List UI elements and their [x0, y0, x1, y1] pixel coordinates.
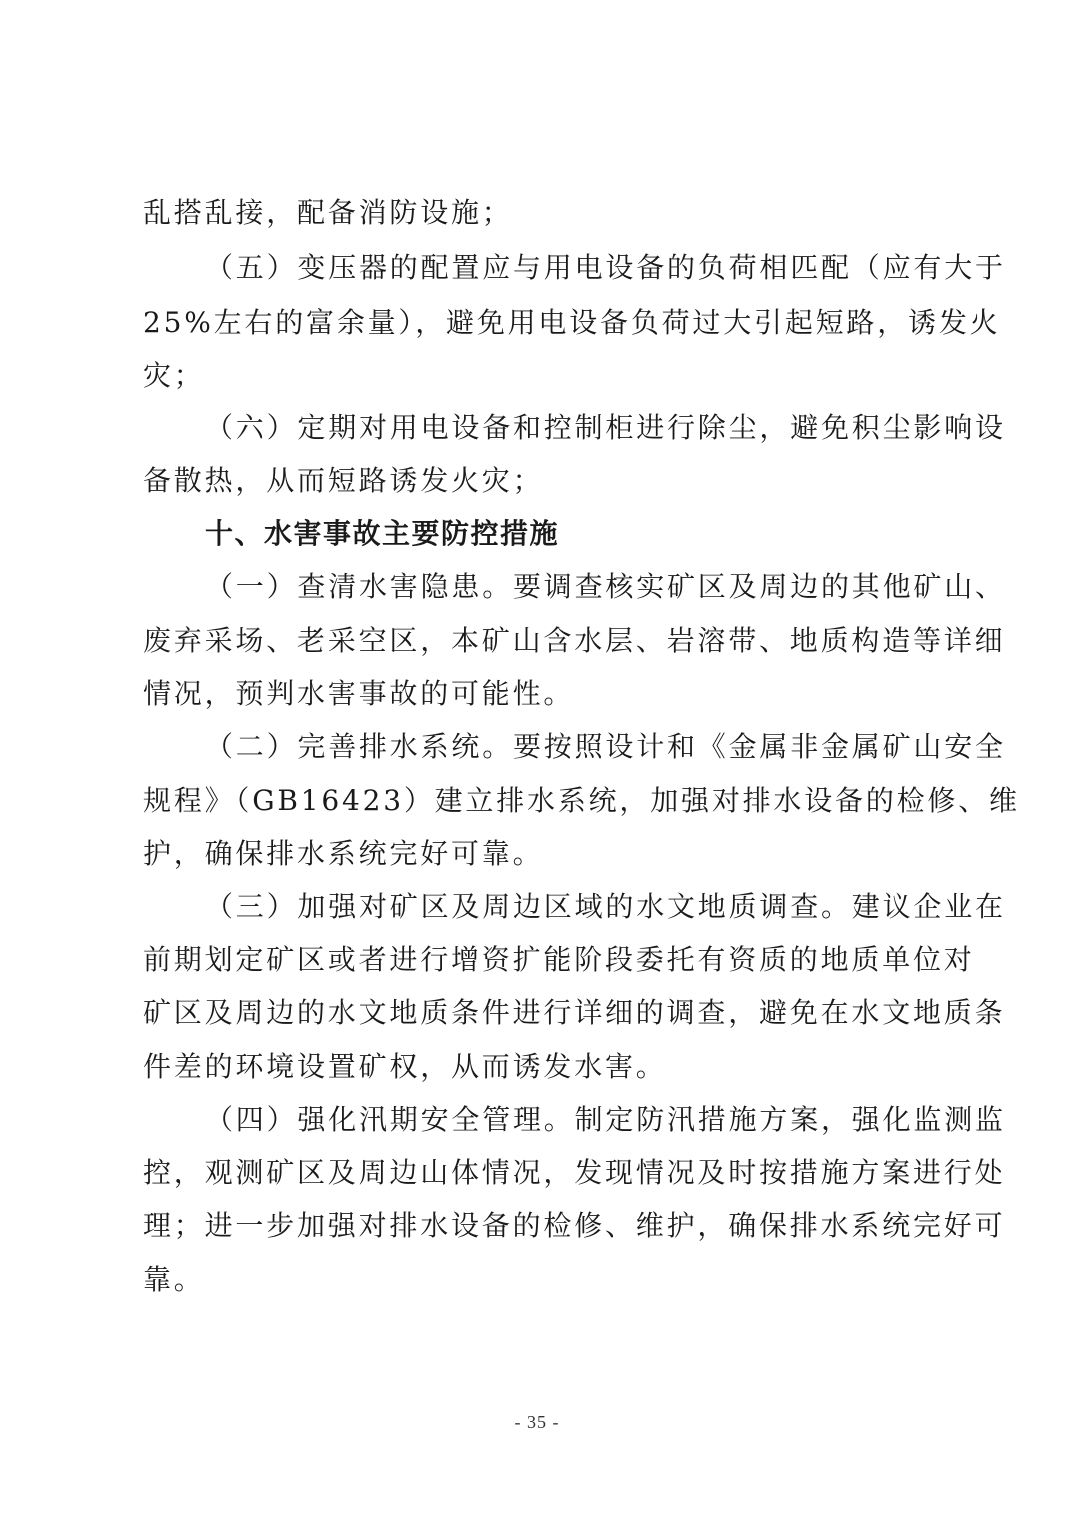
text-line: 靠。: [143, 1263, 205, 1296]
page-number: - 35 -: [514, 1412, 560, 1432]
text-line: （三）加强对矿区及周边区域的水文地质调查。建议企业在: [205, 890, 1006, 923]
text-line: 件差的环境设置矿权，从而诱发水害。: [143, 1050, 667, 1083]
section-heading: 十、水害事故主要防控措施: [205, 517, 560, 550]
text-line: 控，观测矿区及周边山体情况，发现情况及时按措施方案进行处: [143, 1156, 1006, 1189]
text-line: 备散热，从而短路诱发火灾；: [143, 464, 544, 497]
text-line: （六）定期对用电设备和控制柜进行除尘，避免积尘影响设: [205, 411, 1006, 444]
text-line: 护，确保排水系统完好可靠。: [143, 837, 544, 870]
text-line: （五）变压器的配置应与用电设备的负荷相匹配（应有大于: [205, 251, 1006, 284]
text-line: 25%左右的富余量），避免用电设备负荷过大引起短路，诱发火: [143, 306, 1001, 339]
text-line: （二）完善排水系统。要按照设计和《金属非金属矿山安全: [205, 730, 1006, 763]
text-line: 乱搭乱接，配备消防设施；: [143, 196, 513, 229]
text-line: （四）强化汛期安全管理。制定防汛措施方案，强化监测监: [205, 1103, 1006, 1136]
text-line: 规程》（GB16423）建立排水系统，加强对排水设备的检修、维: [143, 784, 1020, 817]
text-line: 理；进一步加强对排水设备的检修、维护，确保排水系统完好可: [143, 1209, 1006, 1242]
text-line: 情况，预判水害事故的可能性。: [143, 677, 575, 710]
text-line: 灾；: [143, 359, 205, 392]
text-line: 矿区及周边的水文地质条件进行详细的调查，避免在水文地质条: [143, 996, 1006, 1029]
text-line: 前期划定矿区或者进行增资扩能阶段委托有资质的地质单位对: [143, 943, 975, 976]
text-line: 废弃采场、老采空区，本矿山含水层、岩溶带、地质构造等详细: [143, 624, 1006, 657]
text-line: （一）查清水害隐患。要调查核实矿区及周边的其他矿山、: [205, 570, 1006, 603]
